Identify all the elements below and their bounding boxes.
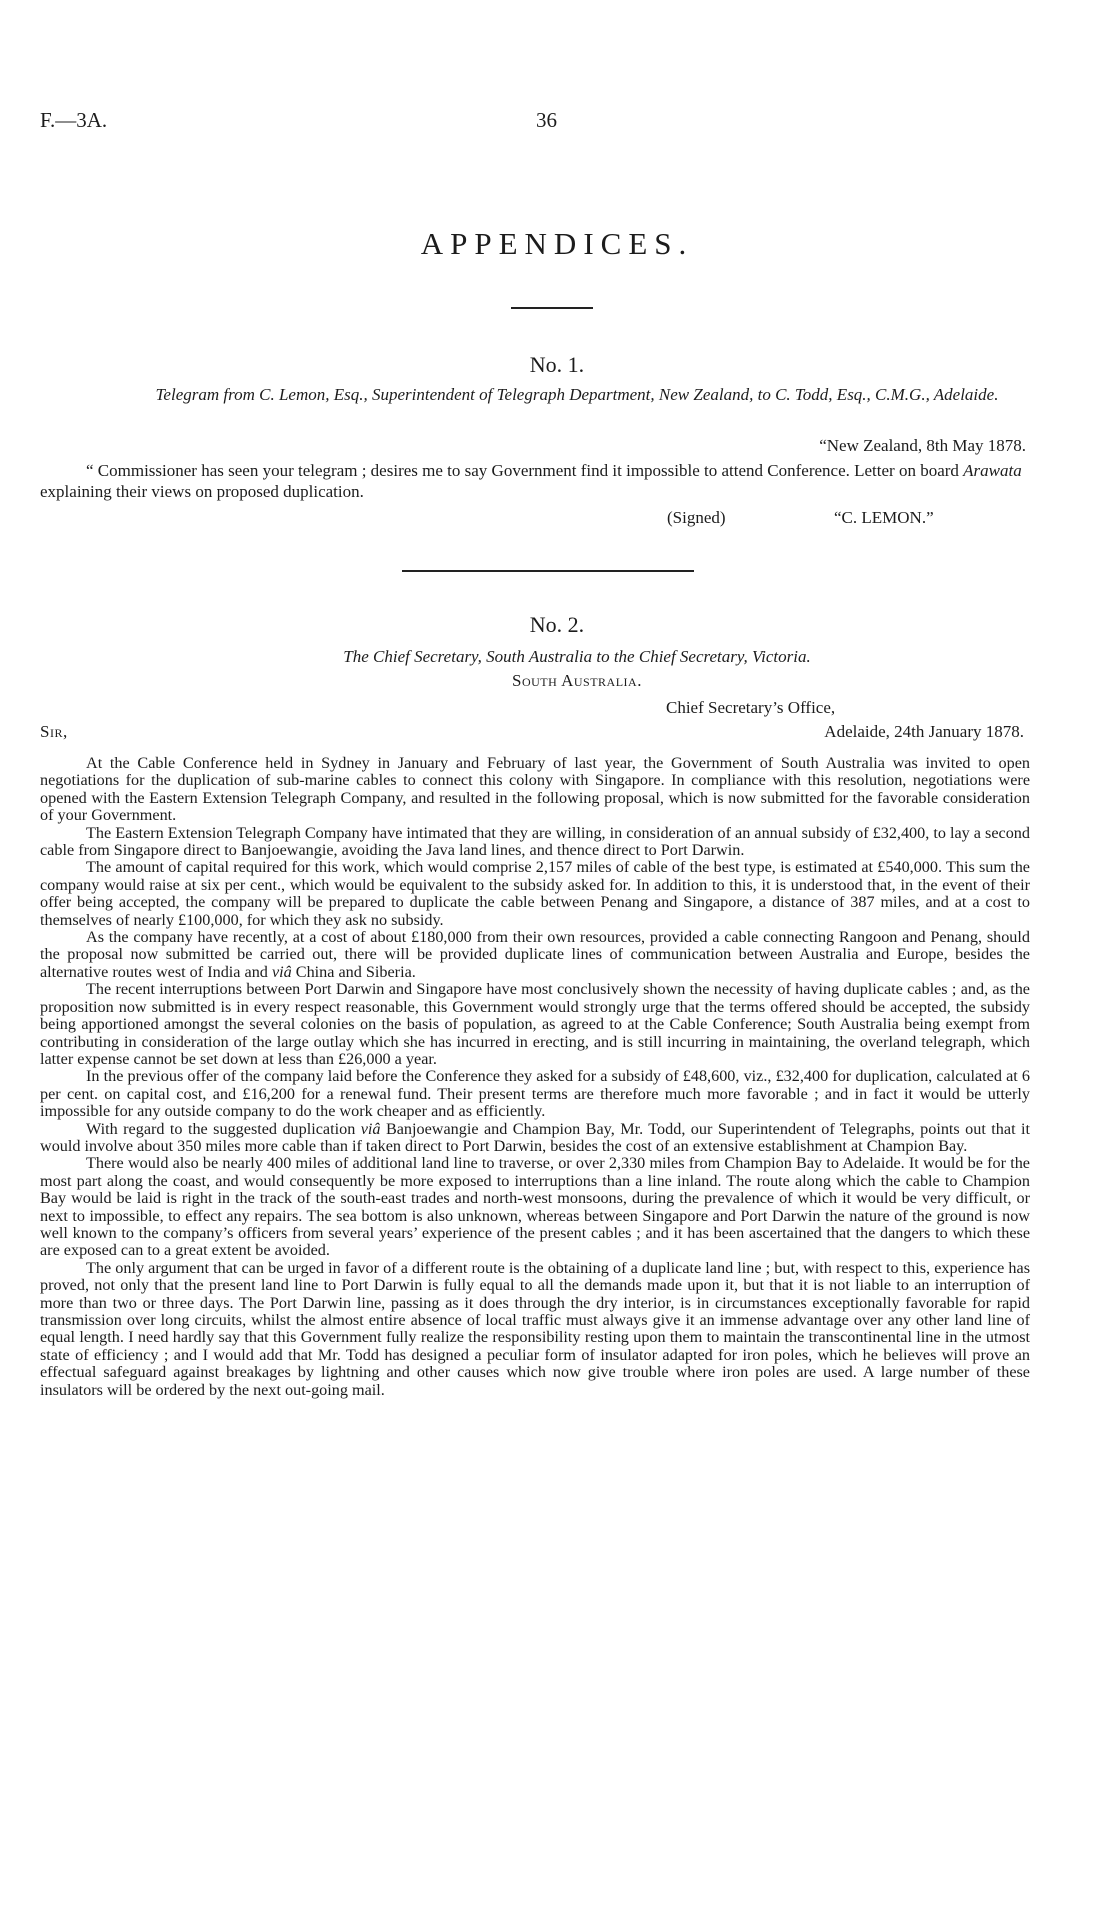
document-2-heading: The Chief Secretary, South Australia to the Chief Secretary, Victoria. — [343, 647, 811, 666]
paragraph: With regard to the suggested duplication viâ Banjoewangie and Champion Bay, Mr. Todd, our Superintendent of Telegraphs, points out that it would involve about 350 miles more cable than if taken direct to Port Darwin, besides the cost of an extensive establishment at Champion Bay. — [40, 1119, 1031, 1155]
paragraph: The recent interruptions between Port Darwin and Singapore have most conclusively shown the necessity of having duplicate cables ; and, as the proposition now submitted is in every respect reasonable, this Government would strongly urge that the terms offered should be accepted, the subsidy being apportioned amongst the several colonies on the basis of population, as agreed to at the Cable Conference; South Australia being exempt from contributing in consideration of the large outlay which she has incurred in erecting, and is still incurring in maintaining, the overland telegraph, which latter expense cannot be set down at less than £26,000 a year. — [40, 980, 1030, 1068]
paragraph: There would also be nearly 400 miles of additional land line to traverse, or over 2,330 miles from Champion Bay to Adelaide. It would be for the most part along the coast, and would consequently be more exposed to interruptions than a line inland. The route along which the cable to Champion Bay would be laid is right in the track of the south-east trades and north-west monsoons, during the prevalence of which it would be very difficult, or next to impossible, to effect any repairs. The sea bottom is also unknown, whereas between Singapore and Port Darwin the nature of the ground is now well known to the company’s officers from several years’ experience of the present cables ; and it has been ascertained that the dangers to which these are exposed can to a great extent be avoided. — [40, 1154, 1030, 1260]
document-1-dateline: “New Zealand, 8th May 1878. — [819, 436, 1026, 455]
document-number-1: No. 1. — [529, 352, 585, 377]
page-header-ref: F.—3A. — [40, 108, 108, 132]
letter-body — [40, 755, 1030, 1399]
document-1-signed-label: (Signed) — [667, 508, 726, 527]
document-2-office: Chief Secretary’s Office, — [666, 698, 836, 717]
paragraph: The only argument that can be urged in favor of a different route is the obtaining of a duplicate land line ; but, with respect to this, experience has proved, not only that the present land line to Port Darwin is fully equal to all the demands made upon it, but that it is not liable to an interruption of more than two or three days. The Port Darwin line, passing as it does through the dry interior, is in circumstances exceptionally favorable for rapid transmission over long circuits, whilst the almost entire absence of local traffic must always give it an immense advantage over any other land line of equal length. I need hardly say that this Government fully realize the responsibility resting upon them to maintain the transcontinental line in the utmost state of efficiency ; and I would add that Mr. Todd has designed a peculiar form of insulator adapted for iron poles, which he believes will prove an effectual safeguard against breakages by lightning and other causes which now give trouble where iron poles are used. A large number of these insulators will be ordered by the next out-going mail. — [40, 1258, 1030, 1399]
paragraph: The Eastern Extension Telegraph Company have intimated that they are willing, in consideration of an annual subsidy of £32,400, to lay a second cable from Singapore direct to Banjoewangie, avoiding the Java land lines, and thence direct to Port Darwin. — [40, 823, 1030, 860]
document-2-dateline: Adelaide, 24th January 1878. — [824, 722, 1024, 741]
page-number: 36 — [536, 108, 557, 132]
divider — [511, 307, 593, 309]
paragraph: In the previous offer of the company laid before the Conference they asked for a subsidy of £48,600, viz., £32,400 for duplication, calculated at 6 per cent. on capital cost, and £16,200 for a renewal fund. Their present terms are therefore much more favorable ; and in fact it would be utterly impossible for any outside company to do the work cheaper and as efficiently. — [40, 1067, 1030, 1121]
paragraph: The amount of capital required for this work, which would comprise 2,157 miles of cable of the best type, is estimated at £540,000. This sum the company would raise at six per cent., which would be equivalent to the subsidy asked for. In addition to this, it is understood that, in the event of their offer being accepted, the company will be prepared to duplicate the cable between Penang and Singapore, a distance of 387 miles, and at a cost to themselves of nearly £100,000, for which they ask no subsidy. — [40, 858, 1030, 929]
document-1-body — [40, 460, 1030, 502]
document-1-heading: Telegram from C. Lemon, Esq., Superintendent of Telegraph Department, New Zealand, to C. Todd, Esq., C.M.G., Adelaide. — [155, 385, 999, 404]
document-number-2: No. 2. — [529, 612, 585, 637]
document-1-text-end: explaining their views on proposed duplication. — [40, 482, 364, 501]
document-1-signature: “C. LEMON.” — [834, 508, 934, 527]
document-1-text: “ Commissioner has seen your telegram ; desires me to say Government find it impossible to attend Conference. Letter on board — [86, 461, 964, 480]
document-2-place: South Australia. — [512, 671, 642, 690]
paragraph: At the Cable Conference held in Sydney in January and February of last year, the Government of South Australia was invited to open negotiations for the duplication of sub-marine cables to connect this colony with Singapore. In compliance with this resolution, negotiations were opened with the Eastern Extension Telegraph Company, and resulted in the following proposal, which is now submitted for the favorable consideration of your Government. — [40, 754, 1030, 825]
page-title: APPENDICES. — [420, 226, 694, 261]
divider — [402, 570, 694, 572]
document-2-salutation: Sir, — [40, 722, 68, 741]
paragraph: As the company have recently, at a cost of about £180,000 from their own resources, provided a cable connecting Rangoon and Penang, should the proposal now submitted be carried out, there will be provided duplicate lines of communication between Australia and Europe, besides the alternative routes west of India and viâ China and Siberia. — [40, 928, 1030, 981]
document-1-ship-name: Arawata — [963, 461, 1022, 480]
